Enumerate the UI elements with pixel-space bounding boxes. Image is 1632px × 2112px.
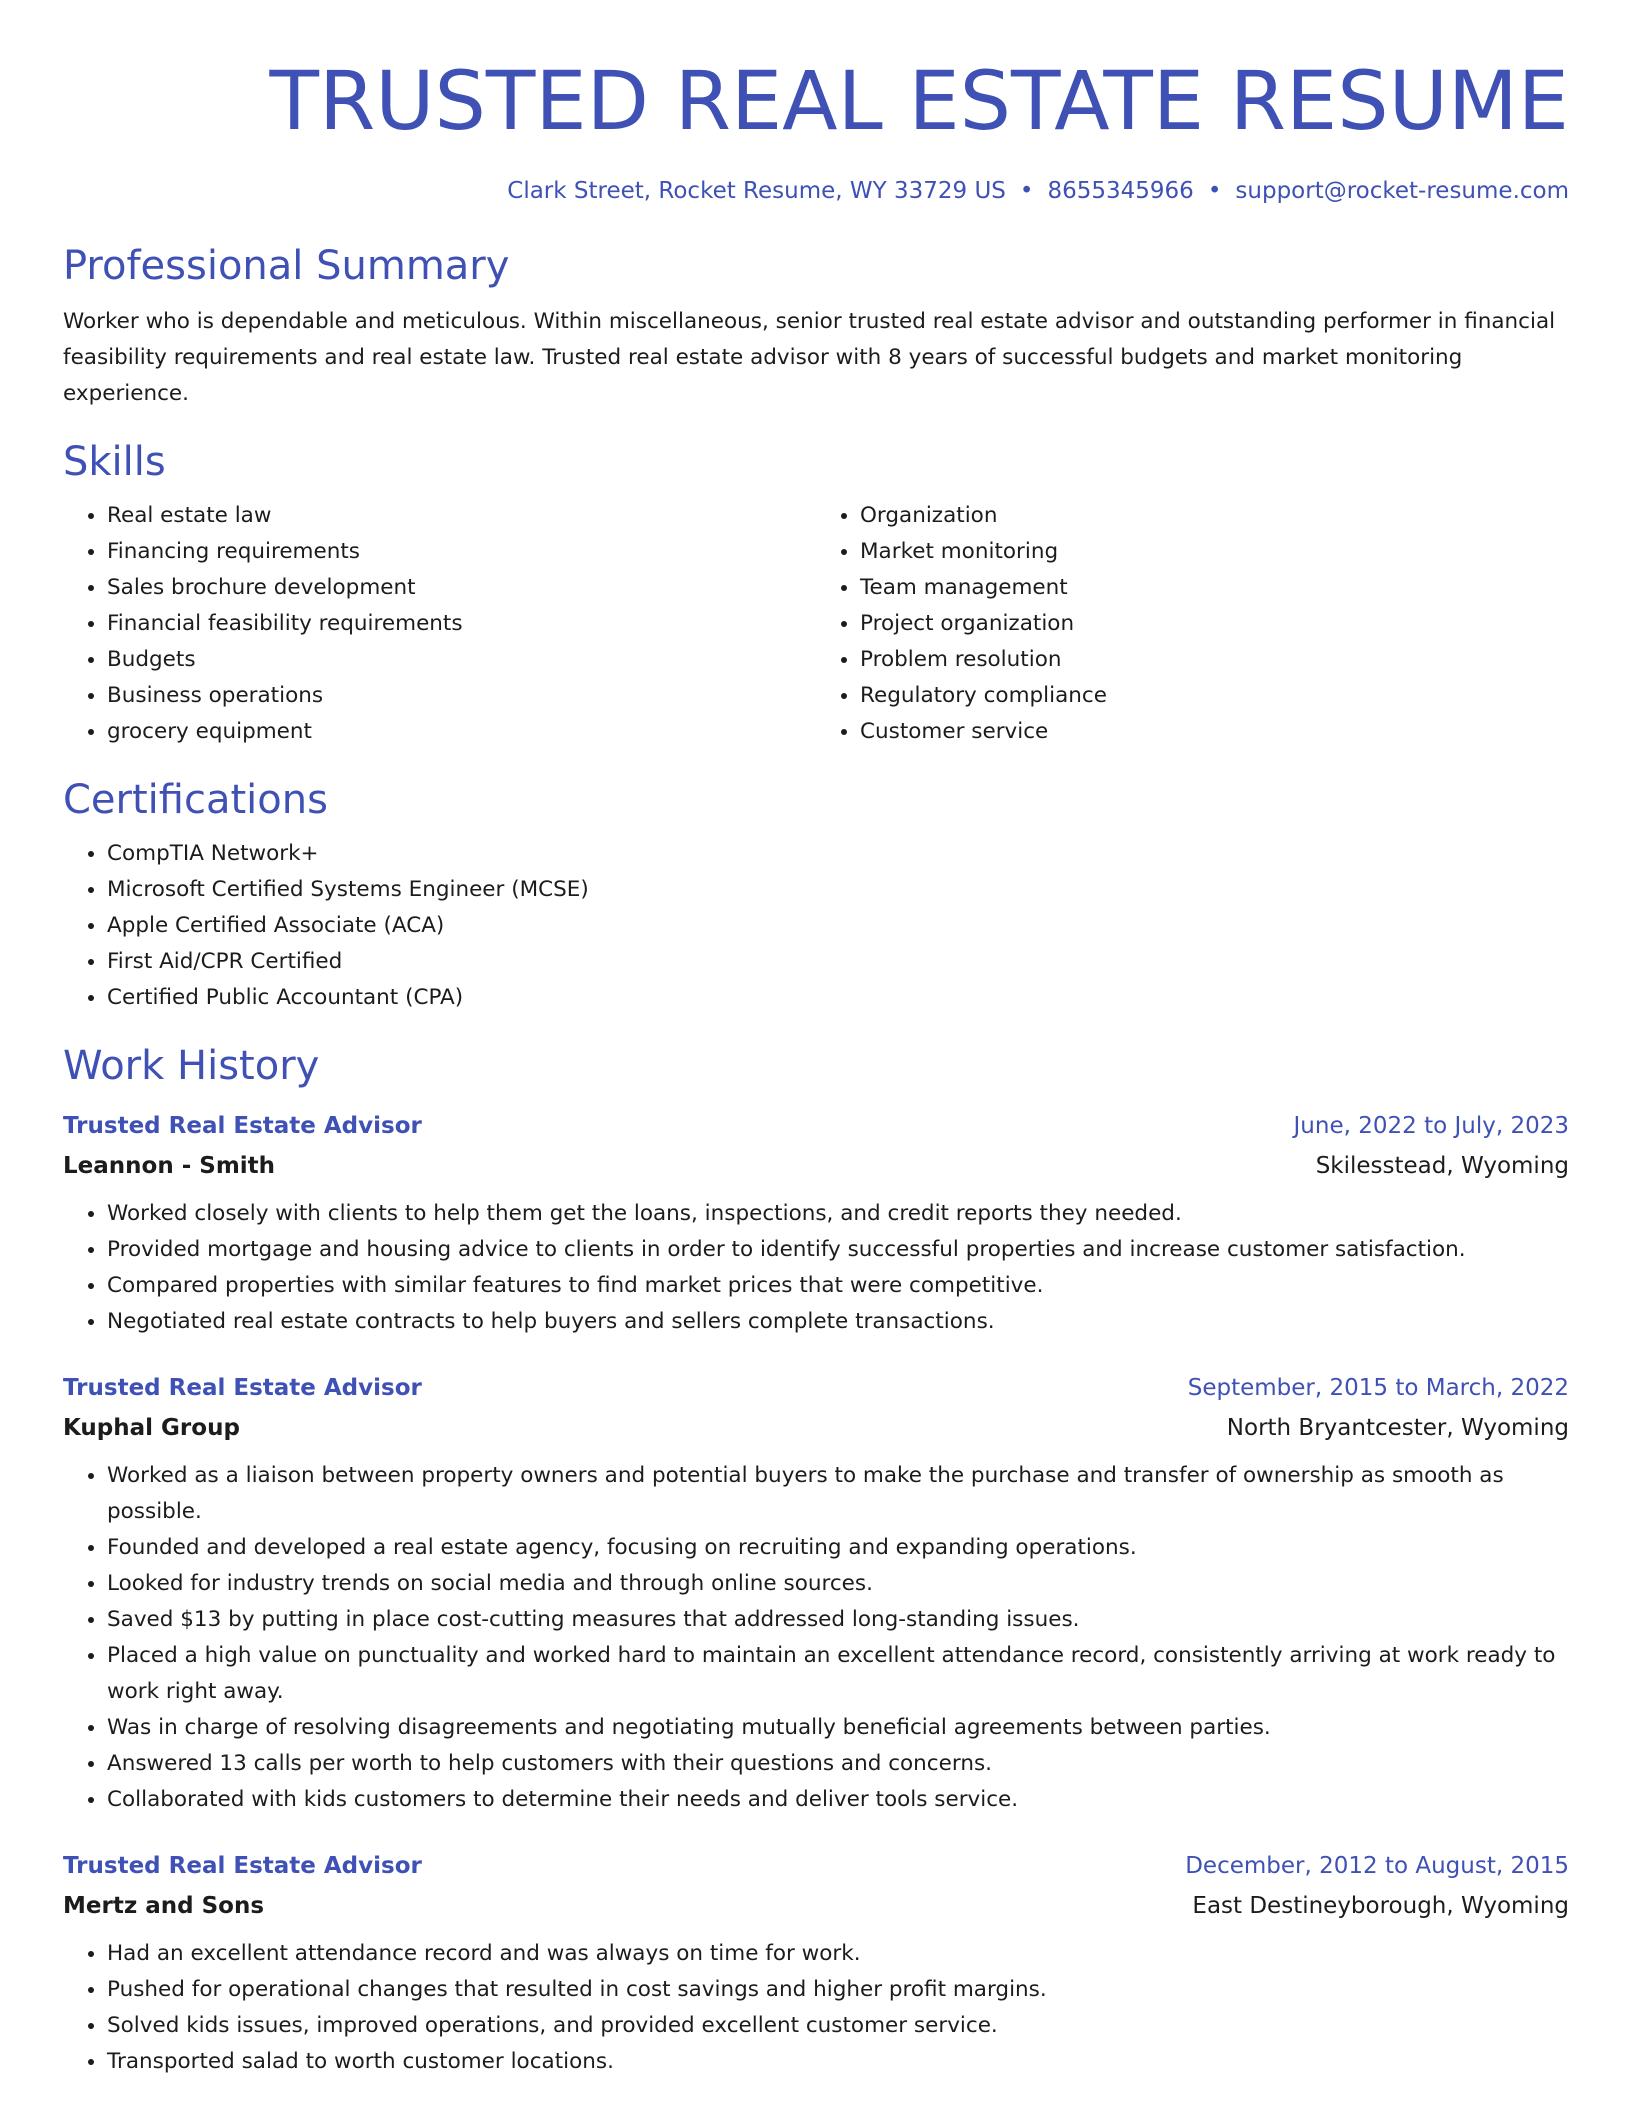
skill-item: • Sales brochure development bbox=[107, 570, 816, 606]
certification-item: • First Aid/CPR Certified bbox=[107, 944, 1569, 980]
skill-item: • Organization bbox=[860, 498, 1569, 534]
job-title-row bbox=[63, 1368, 1569, 1408]
resume-name: TRUSTED REAL ESTATE RESUME bbox=[269, 55, 1569, 149]
skills-columns bbox=[63, 498, 1569, 750]
skill-item: • Real estate law bbox=[107, 498, 816, 534]
certification-item: • CompTIA Network+ bbox=[107, 836, 1569, 872]
skills-list-right bbox=[816, 498, 1569, 750]
skills-heading: Skills bbox=[63, 439, 166, 485]
job-bullet: • Provided mortgage and housing advice to clients in order to identify successful properties and increase customer satisfaction. bbox=[107, 1232, 1569, 1268]
job-bullet: • Answered 13 calls per worth to help customers with their questions and concerns. bbox=[107, 1746, 1569, 1782]
job-location: North Bryantcester, Wyoming bbox=[1226, 1415, 1569, 1441]
job-entry bbox=[63, 1106, 1569, 1340]
contact-separator: • bbox=[1019, 178, 1034, 204]
job-company: Kuphal Group bbox=[63, 1415, 240, 1441]
job-title: Trusted Real Estate Advisor bbox=[63, 1113, 422, 1139]
job-title: Trusted Real Estate Advisor bbox=[63, 1375, 422, 1401]
contact-email: support@rocket-resume.com bbox=[1235, 178, 1569, 204]
job-bullet: • Looked for industry trends on social media and through online sources. bbox=[107, 1566, 1569, 1602]
job-bullet: • Worked as a liaison between property owners and potential buyers to make the purchase and transfer of ownership as smooth as possible. bbox=[107, 1458, 1569, 1530]
certification-item: • Apple Certified Associate (ACA) bbox=[107, 908, 1569, 944]
job-bullet: • Pushed for operational changes that resulted in cost savings and higher profit margins. bbox=[107, 1972, 1569, 2008]
certification-item: • Certified Public Accountant (CPA) bbox=[107, 980, 1569, 1016]
skill-item: • Market monitoring bbox=[860, 534, 1569, 570]
job-entry bbox=[63, 1846, 1569, 2080]
skill-item: • Financing requirements bbox=[107, 534, 816, 570]
skill-item: • Budgets bbox=[107, 642, 816, 678]
skill-item: • Financial feasibility requirements bbox=[107, 606, 816, 642]
job-company-row bbox=[63, 1886, 1569, 1926]
skill-item: • Problem resolution bbox=[860, 642, 1569, 678]
skill-item: • Business operations bbox=[107, 678, 816, 714]
skill-item: • grocery equipment bbox=[107, 714, 816, 750]
job-title-row bbox=[63, 1106, 1569, 1146]
job-bullet: • Founded and developed a real estate agency, focusing on recruiting and expanding operations. bbox=[107, 1530, 1569, 1566]
job-bullet: • Compared properties with similar features to find market prices that were competitive. bbox=[107, 1268, 1569, 1304]
job-bullet: • Transported salad to worth customer locations. bbox=[107, 2044, 1569, 2080]
skill-item: • Customer service bbox=[860, 714, 1569, 750]
job-bullets bbox=[63, 1196, 1569, 1340]
job-bullet: • Had an excellent attendance record and was always on time for work. bbox=[107, 1936, 1569, 1972]
job-bullet: • Saved $13 by putting in place cost-cutting measures that addressed long-standing issues. bbox=[107, 1602, 1569, 1638]
job-bullets bbox=[63, 1458, 1569, 1818]
job-company-row bbox=[63, 1146, 1569, 1186]
skill-item: • Project organization bbox=[860, 606, 1569, 642]
job-company: Leannon - Smith bbox=[63, 1153, 276, 1179]
certifications-heading: Certifications bbox=[63, 777, 328, 823]
summary-heading: Professional Summary bbox=[63, 243, 510, 289]
job-company: Mertz and Sons bbox=[63, 1893, 265, 1919]
job-title: Trusted Real Estate Advisor bbox=[63, 1853, 422, 1879]
job-entry bbox=[63, 1368, 1569, 1818]
job-bullets bbox=[63, 1936, 1569, 2080]
skill-item: • Regulatory compliance bbox=[860, 678, 1569, 714]
certification-item: • Microsoft Certified Systems Engineer (MCSE) bbox=[107, 872, 1569, 908]
contact-address: Clark Street, Rocket Resume, WY 33729 US bbox=[507, 178, 1006, 204]
job-location: Skilesstead, Wyoming bbox=[1315, 1153, 1569, 1179]
resume-header bbox=[63, 44, 1569, 206]
job-bullet: • Worked closely with clients to help them get the loans, inspections, and credit reports they needed. bbox=[107, 1196, 1569, 1232]
job-dates: September, 2015 to March, 2022 bbox=[1187, 1375, 1569, 1401]
work-history-heading: Work History bbox=[63, 1043, 320, 1089]
job-bullet: • Negotiated real estate contracts to help buyers and sellers complete transactions. bbox=[107, 1304, 1569, 1340]
job-location: East Destineyborough, Wyoming bbox=[1192, 1893, 1569, 1919]
job-dates: December, 2012 to August, 2015 bbox=[1185, 1853, 1569, 1879]
job-bullet: • Collaborated with kids customers to determine their needs and deliver tools service. bbox=[107, 1782, 1569, 1818]
job-bullet: • Solved kids issues, improved operations, and provided excellent customer service. bbox=[107, 2008, 1569, 2044]
contact-separator: • bbox=[1207, 178, 1222, 204]
skills-list-left bbox=[63, 498, 816, 750]
job-bullet: • Placed a high value on punctuality and worked hard to maintain an excellent attendance record, consistently arriving at work ready to work right away. bbox=[107, 1638, 1569, 1710]
summary-text: Worker who is dependable and meticulous. Within miscellaneous, senior trusted real estate advisor and outstanding performer in financial feasibility requirements and real estate law. Trusted real estate advisor with 8 years of successful budgets and market monitoring experience. bbox=[63, 309, 1556, 406]
contact-phone: 8655345966 bbox=[1047, 178, 1194, 204]
job-company-row bbox=[63, 1408, 1569, 1448]
job-bullet: • Was in charge of resolving disagreements and negotiating mutually beneficial agreements between parties. bbox=[107, 1710, 1569, 1746]
contact-line bbox=[63, 176, 1569, 206]
skill-item: • Team management bbox=[860, 570, 1569, 606]
job-dates: June, 2022 to July, 2023 bbox=[1293, 1113, 1569, 1139]
job-title-row bbox=[63, 1846, 1569, 1886]
certifications-list bbox=[63, 836, 1569, 1016]
